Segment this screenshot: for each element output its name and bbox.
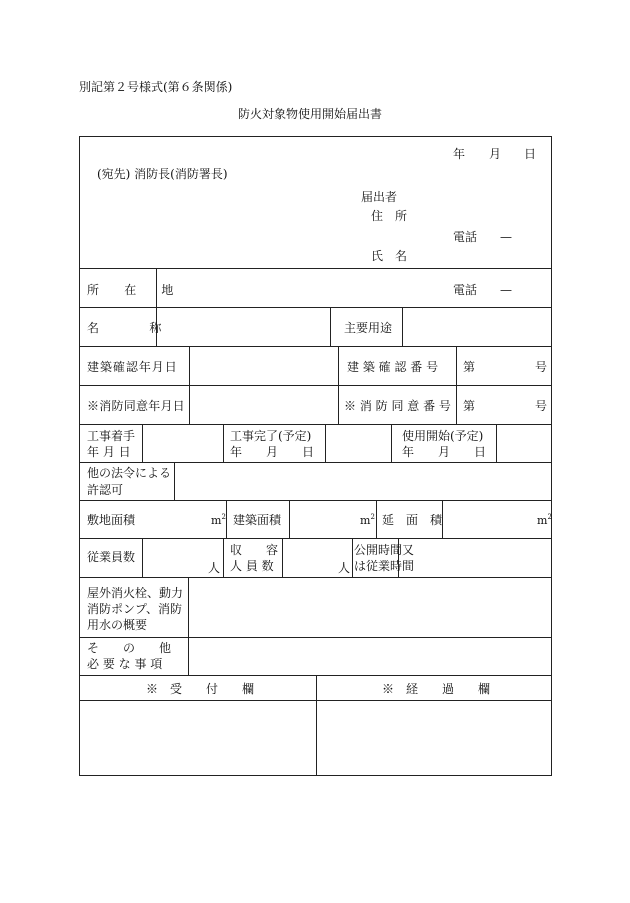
construction-end-label-2: 年 月 日 [230,445,315,459]
applicant-name-label: 氏 名 [371,249,408,263]
fire-hydrant-label-2: 消防ポンプ、消防 [87,602,183,616]
row-divider [80,385,551,386]
row-divider [80,577,551,578]
row-divider [80,268,551,269]
fire-consent-dai: 第 [463,399,476,413]
other-law-label-1: 他の法令による [87,466,172,480]
location-label: 所 在 地 [87,283,181,297]
floor-area-unit: $m^2$ [537,513,552,527]
date-day: 日 [524,147,537,161]
hours-label-1: 公開時間又 [354,543,415,557]
col-divider [226,500,227,538]
other-law-label-2: 許認可 [87,483,124,497]
use-start-label-2: 年 月 日 [402,445,487,459]
other-matters-label-1: そ の 他 [87,641,172,655]
col-divider [402,307,403,346]
fire-consent-date-label: ※消防同意年月日 [87,399,185,413]
applicant-phone-dash: — [500,230,512,244]
floor-area-label: 延 面 積 [382,513,443,527]
col-divider [188,577,189,637]
col-divider [316,675,317,775]
location-phone-dash: — [500,283,512,297]
main-use-label: 主要用途 [344,321,393,335]
col-divider [223,538,224,577]
fire-hydrant-label-1: 屋外消火栓、動力 [87,586,184,600]
applicant-phone-label: 電話 [453,230,478,244]
use-start-label-1: 使用開始(予定) [402,429,484,443]
col-divider [223,424,224,462]
hours-label-2: は従業時間 [354,559,415,573]
col-divider [352,538,353,577]
form-title: 防火対象物使用開始届出書 [238,107,383,121]
address-label: 住 所 [371,209,408,223]
col-divider [142,538,143,577]
col-divider [496,424,497,462]
building-confirm-number-label: 建 築 確 認 番 号 [347,360,439,374]
employees-label: 従業員数 [87,550,136,564]
row-divider [80,346,551,347]
row-divider [80,500,551,501]
addressee: (宛先) 消防長(消防署長) [97,167,228,181]
col-divider [188,637,189,675]
progress-label: ※ 経 過 欄 [382,682,491,696]
row-divider [80,637,551,638]
building-area-label: 建築面積 [233,513,282,527]
col-divider [376,500,377,538]
building-area-unit: $m^2$ [360,513,375,527]
col-divider [338,346,339,424]
building-confirm-gou: 号 [535,360,548,374]
site-area-unit: $m^2$ [211,513,226,527]
capacity-unit: 人 [338,561,351,575]
other-matters-label-2: 必 要 な 事 項 [87,657,163,671]
capacity-label-2: 人 員 数 [230,559,274,573]
construction-start-label-2: 年 月 日 [87,445,131,459]
col-divider [142,424,143,462]
location-phone-label: 電話 [453,283,478,297]
col-divider [282,538,283,577]
fire-consent-gou: 号 [535,399,548,413]
site-area-label: 敷地面積 [87,513,136,527]
construction-end-label-1: 工事完了(予定) [230,429,312,443]
capacity-label-1: 収 容 [230,543,279,557]
employees-unit: 人 [208,561,221,575]
col-divider [325,424,326,462]
reception-label: ※ 受 付 欄 [146,682,255,696]
col-divider [174,462,175,500]
col-divider [330,307,331,346]
name-label: 名 称 [87,321,166,335]
row-divider [80,462,551,463]
date-year: 年 [453,147,466,161]
col-divider [456,346,457,424]
fire-hydrant-label-3: 用水の概要 [87,618,148,632]
notifier-label: 届出者 [361,190,398,204]
date-month: 月 [489,147,502,161]
building-confirm-dai: 第 [463,360,476,374]
form-number: 別記第２号様式(第６条関係) [79,80,233,94]
row-divider [80,424,551,425]
construction-start-label-1: 工事着手 [87,429,136,443]
col-divider [391,424,392,462]
notification-form [79,136,552,776]
row-divider [80,538,551,539]
col-divider [442,500,443,538]
col-divider [289,500,290,538]
fire-consent-number-label: ※ 消 防 同 意 番 号 [344,399,451,413]
row-divider [80,307,551,308]
building-confirm-date-label: 建築確認年月日 [87,360,178,374]
col-divider [189,346,190,424]
